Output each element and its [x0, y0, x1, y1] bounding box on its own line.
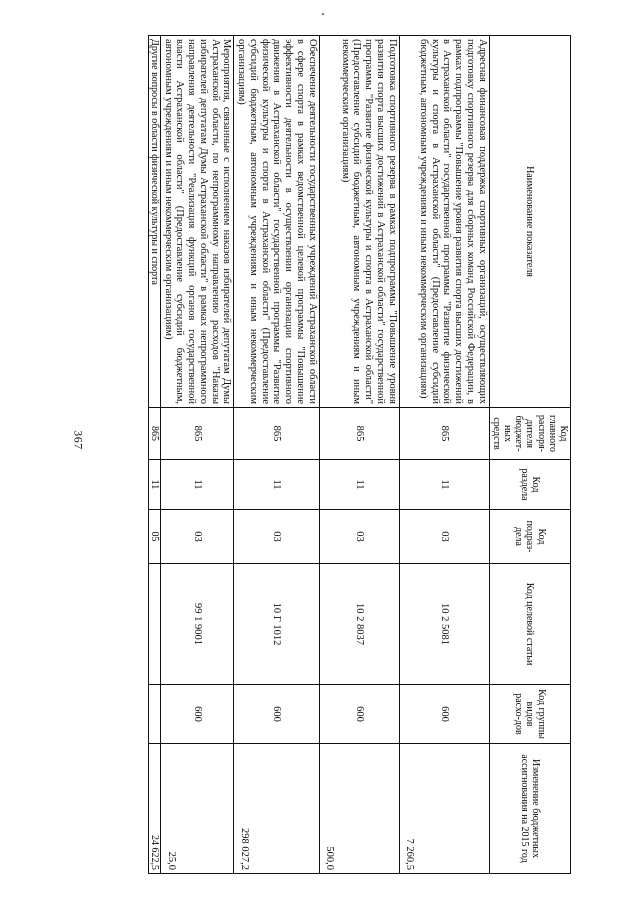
row-amount: 500,0: [319, 744, 399, 874]
table-row: [160, 36, 234, 874]
col-header-razdel: Код раздела: [489, 460, 570, 510]
col-header-amount: Изменение бюджетных ассигнования на 2015 год: [489, 744, 570, 874]
row-vr: 600: [399, 685, 489, 744]
row-vr: 600: [319, 685, 399, 744]
row-amount: 24 622,5: [148, 744, 160, 874]
row-podrazdel: 03: [319, 510, 399, 564]
table-header-row: [489, 36, 570, 874]
row-name: Обеспечение деятельности государственных учреждений Астраханской области в сфере спорта в рамках ведомственной целевой программы "Повышение эффективности деятельности в осуществлении организации спортивного движения в Астраханской области" государственной программы "Развитие физической культуры и спорта в Астраханской области" (Предоставление субсидий бюджетным, автономным учреждениям и иным некоммерческим организациям): [234, 36, 319, 408]
row-amount: 298 027,2: [234, 744, 319, 874]
row-grbs: 865: [234, 408, 319, 460]
row-name: Адресная финансовая поддержка спортивных организаций, осуществляющих подготовку спортивного резерва для сборных команд Российской Федерации, в рамках подпрограммы "Повышение уровня развития спорта высших достижений в Астраханской области" государственной программы "Развитие физической культуры и спорта в Астраханской области" (Предоставление субсидий бюджетным, автономным учреждениям и иным некоммерческим организациям): [399, 36, 489, 408]
row-csr: [148, 564, 160, 685]
col-header-grbs: Код главного распоря-дителя бюджет-ных средств: [489, 408, 570, 460]
row-amount: 25,0: [160, 744, 234, 874]
row-razdel: 11: [319, 460, 399, 510]
table-row: [319, 36, 399, 874]
row-razdel: 11: [160, 460, 234, 510]
row-name: Подготовка спортивного резерва в рамках подпрограммы "Повышение уровня развития спорта высших достижений в Астраханской области" государственной программы "Развитие физической культуры и спорта в Астраханской области" (Предоставление субсидий бюджетным, автономным учреждениям и иным некоммерческим организациям): [319, 36, 399, 408]
row-podrazdel: 05: [148, 510, 160, 564]
row-vr: [148, 685, 160, 744]
row-name: Мероприятия, связанные с исполнением наказов избирателей депутатам Думы Астраханской области, по непрограммному направлению расходов "Наказы избирателей депутатам Думы Астраханской области" в рамках непрограммного направления деятельности "Реализация функций органов государственной власти Астраханской области" (Предоставление субсидий бюджетным, автономным учреждениям и иным некоммерческим организациям): [160, 36, 234, 408]
row-razdel: 11: [234, 460, 319, 510]
page-number: 367: [71, 430, 86, 450]
row-grbs: 865: [148, 408, 160, 460]
rotated-budget-table: [148, 35, 571, 873]
col-header-podrazdel: Код подраз-дела: [489, 510, 570, 564]
row-vr: 600: [234, 685, 319, 744]
table-row: [399, 36, 489, 874]
row-amount: 7 260,5: [399, 744, 489, 874]
row-csr: 99 1 9001: [160, 564, 234, 685]
row-grbs: 865: [319, 408, 399, 460]
row-grbs: 865: [399, 408, 489, 460]
col-header-vr: Код группы видов расхо-дов: [489, 685, 570, 744]
row-razdel: 11: [148, 460, 160, 510]
table-row: [148, 36, 160, 874]
scan-speck: [322, 13, 324, 15]
row-name: Другие вопросы в области физической культуры и спорта: [148, 36, 160, 408]
row-podrazdel: 03: [399, 510, 489, 564]
table-row: [234, 36, 319, 874]
row-razdel: 11: [399, 460, 489, 510]
col-header-name: Наименование показателя: [489, 36, 570, 408]
row-csr: 10 2 5081: [399, 564, 489, 685]
row-podrazdel: 03: [234, 510, 319, 564]
row-csr: 10 2 8037: [319, 564, 399, 685]
budget-table: [148, 35, 571, 874]
row-vr: 600: [160, 685, 234, 744]
col-header-csr: Код целевой статьи: [489, 564, 570, 685]
row-podrazdel: 03: [160, 510, 234, 564]
row-grbs: 865: [160, 408, 234, 460]
row-csr: 10 Г 1012: [234, 564, 319, 685]
